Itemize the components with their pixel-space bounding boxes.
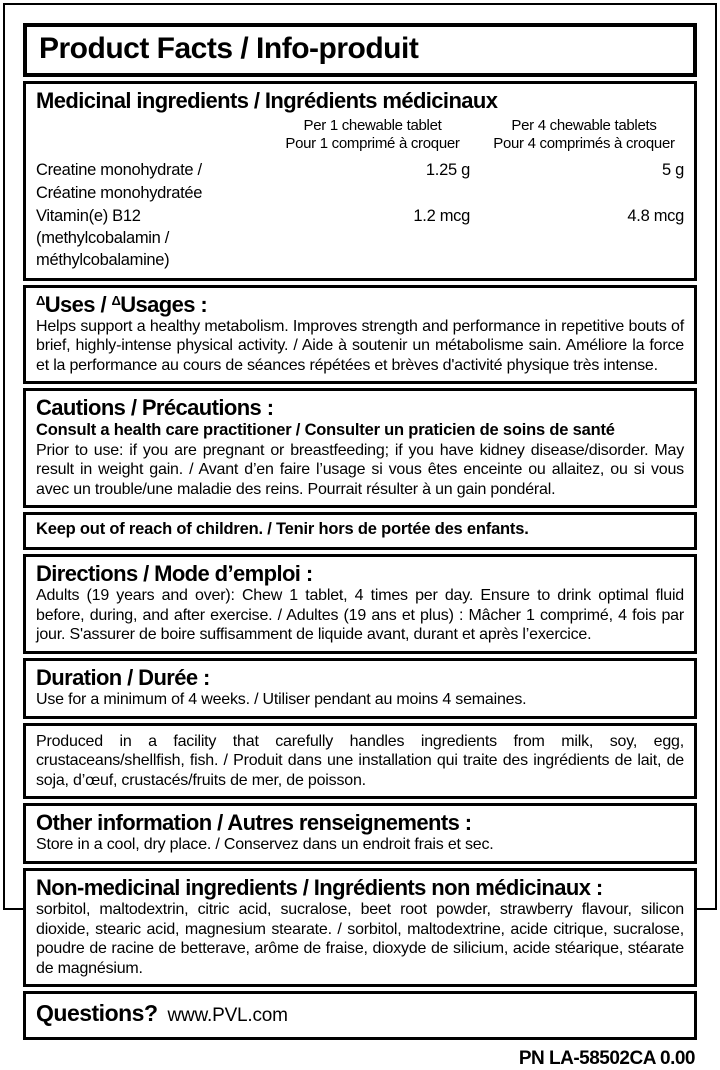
column-header-per-4-en: Per 4 chewable tablets xyxy=(511,117,657,135)
table-row-vitamin-b12 xyxy=(36,205,684,272)
delta-symbol: Δ xyxy=(111,292,121,308)
non-medicinal-heading: Non-medicinal ingredients / Ingrédients non médicinaux : xyxy=(36,874,603,900)
cautions-section xyxy=(23,388,697,508)
ingredient-amount-per-1: 1.2 mcg xyxy=(413,206,470,225)
column-header-per-4 xyxy=(484,117,684,153)
non-medicinal-body: sorbitol, maltodextrin, citric acid, sucralose, beet root powder, strawberry flavour, silicon dioxide, stearic acid, magnesium stearate. / sorbitol, maltodextrine, acide citrique, sucralose, poudre de racine de betterave, arôme de fraise, dioxyde de silicium, acide stéarique, stéarate de magnésium. xyxy=(36,901,684,977)
product-facts-title-box xyxy=(23,23,697,77)
cautions-subheading: Consult a health care practitioner / Consulter un praticien de soins de santé xyxy=(36,420,615,439)
uses-heading-fr: Usages : xyxy=(120,291,208,317)
keep-out-of-reach-section xyxy=(23,512,697,550)
duration-body: Use for a minimum of 4 weeks. / Utiliser pendant au moins 4 semaines. xyxy=(36,691,527,709)
allergen-section xyxy=(23,723,697,800)
page-title: Product Facts / Info-produit xyxy=(39,32,419,65)
ingredient-amount-per-1: 1.25 g xyxy=(425,161,470,180)
directions-heading: Directions / Mode d’emploi : xyxy=(36,560,313,586)
uses-body: Helps support a healthy metabolism. Improves strength and performance in repetitive bouts of brief, highly-intense physical activity. / Aide à soutenir un métabolisme sain. Améliore la force et la performance au cours de séances répétées et brèves d'activité physique très intense. xyxy=(36,317,684,374)
allergen-text: Produced in a facility that carefully handles ingredients from milk, soy, egg, crustaceans/shellfish, fish. / Produit dans une installation qui traite des ingrédients de lait, de soja, d’œuf, crustacés/fruits de mer, de poisson. xyxy=(36,732,684,789)
column-header-per-1-en: Per 1 chewable tablet xyxy=(303,117,442,135)
column-header-per-4-fr: Pour 4 comprimés à croquer xyxy=(493,135,675,153)
ingredient-amount-per-4: 4.8 mcg xyxy=(627,206,684,225)
other-information-heading: Other information / Autres renseignements : xyxy=(36,810,472,836)
questions-url: www.PVL.com xyxy=(167,1005,288,1027)
medicinal-ingredients-section xyxy=(23,81,697,281)
delta-symbol: Δ xyxy=(36,292,45,308)
table-row-creatine xyxy=(36,159,684,204)
duration-section xyxy=(23,658,697,719)
questions-section xyxy=(23,991,697,1040)
cautions-body: Prior to use: if you are pregnant or breastfeeding; if you have kidney disease/disorder. May result in weight gain. / Avant d’en faire l’usage si vous êtes enceinte ou allaitez, ou si vous avec un trouble/une maladie des reins. Pourrait résulter à un gain pondéral. xyxy=(36,441,684,498)
duration-heading: Duration / Durée : xyxy=(36,664,210,690)
medicinal-rows xyxy=(36,159,684,271)
other-information-body: Store in a cool, dry place. / Conservez dans un endroit frais et sec. xyxy=(36,836,494,854)
ingredient-name: Vitamin(e) B12 (methylcobalamin / méthylcobalamine) xyxy=(36,206,170,270)
uses-heading-en: Uses / xyxy=(44,291,112,317)
uses-heading xyxy=(36,290,684,317)
non-medicinal-section xyxy=(23,868,697,987)
directions-body: Adults (19 years and over): Chew 1 tablet, 4 times per day. Ensure to drink optimal fluid before, during, and after exercise. / Adultes (19 ans et plus) : Mâcher 1 comprimé, 4 fois par jour. S'assurer de boire suffisamment de liquide avant, durant et après l’exercice. xyxy=(36,587,684,644)
ingredient-name: Creatine monohydrate / Créatine monohydratée xyxy=(36,161,203,202)
column-header-per-1 xyxy=(275,117,470,153)
uses-section xyxy=(23,285,697,385)
medicinal-column-headers xyxy=(36,117,684,153)
column-header-per-1-fr: Pour 1 comprimé à croquer xyxy=(285,135,460,153)
cautions-heading: Cautions / Précautions : xyxy=(36,395,274,421)
other-information-section xyxy=(23,803,697,864)
medicinal-heading: Medicinal ingredients / Ingrédients médicinaux xyxy=(36,88,498,113)
directions-section xyxy=(23,554,697,654)
ingredient-amount-per-4: 5 g xyxy=(661,161,684,180)
label-outer-border xyxy=(3,3,717,1070)
questions-heading: Questions? xyxy=(36,1000,158,1027)
part-number: PN LA-58502CA 0.00 xyxy=(518,1048,695,1070)
keep-out-text: Keep out of reach of children. / Tenir hors de portée des enfants. xyxy=(36,520,529,539)
